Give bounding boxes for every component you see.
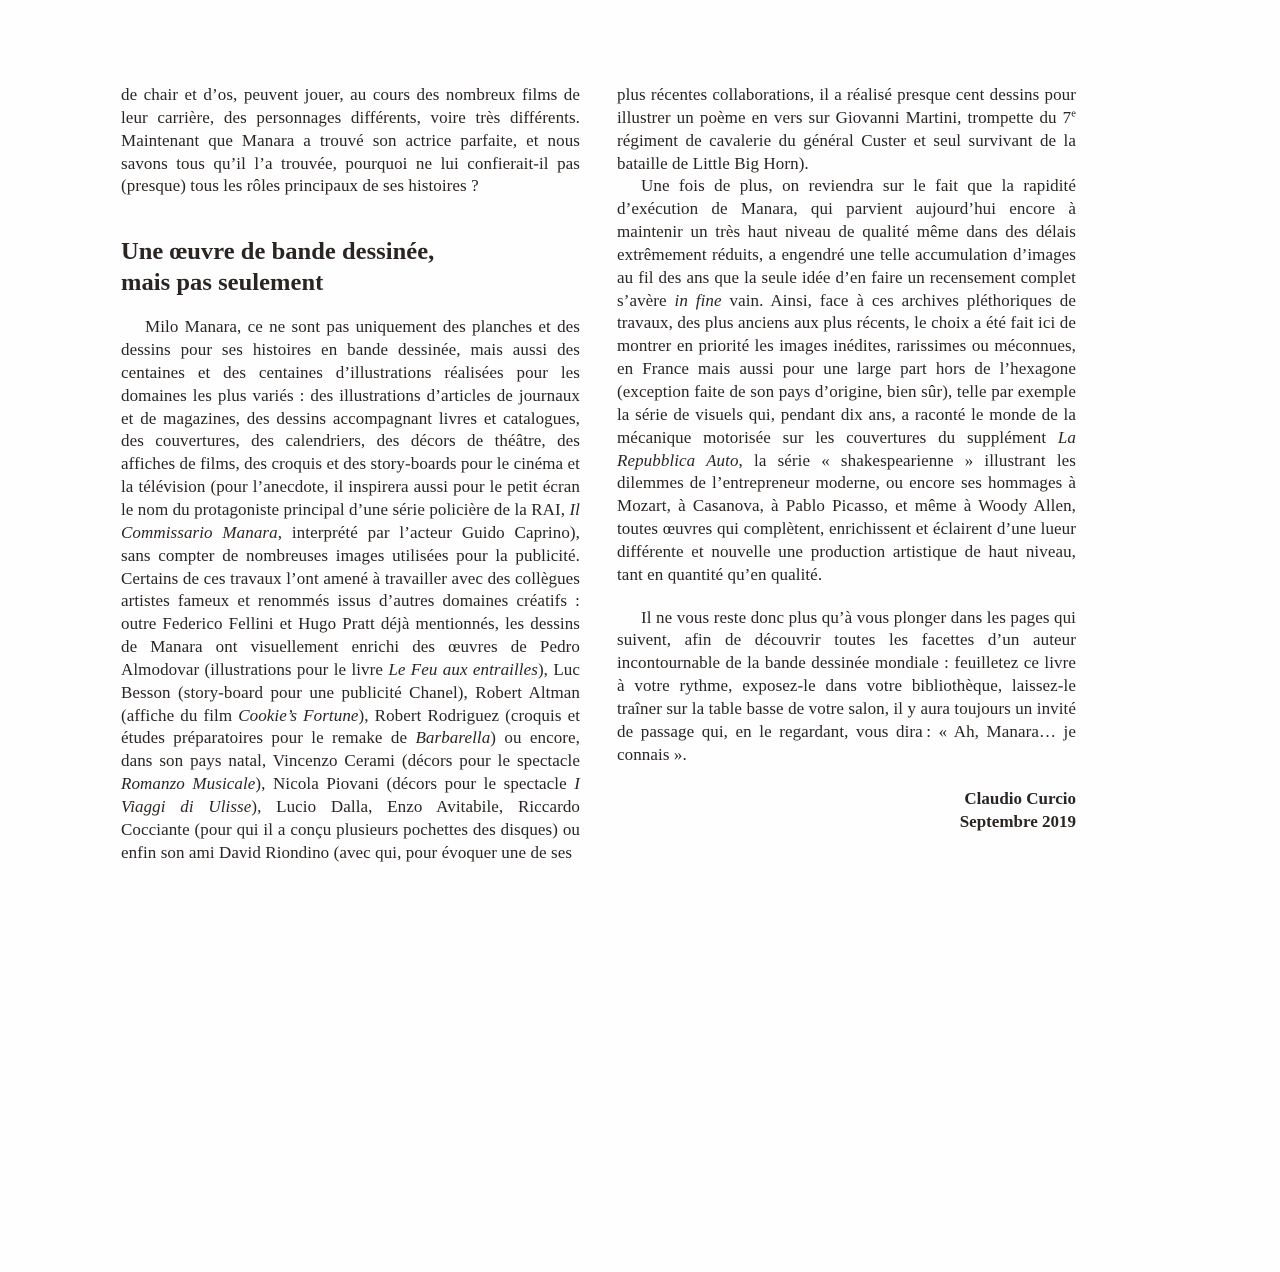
left-column-continued-paragraph: de chair et d’os, peuvent jouer, au cours des nombreux films de leur carrière, des personnages différents, voire très différents. Maintenant que Manara a trouvé son actrice parfaite, et nous savons tous qu’il l’a trouvée, pourquoi ne lui confierait-il pas (presque) tous les rôles principaux de ses histoires ? <box>121 85 580 196</box>
body-text-segment: Milo Manara, ce ne sont pas uniquement des planches et des dessins pour ses histoires en bande dessinée, mais aussi des centaines et des centaines d’illustrations réalisées pour les domaines les plus variés : des illustrations d’articles de journaux et de magazines, des dessins accompagnant livres et catalogues, des couvertures, des calendriers, des décors de théâtre, des affiches de films, des croquis et des story-boards pour le cinéma et la télévision (pour l’anecdote, il inspirera aussi pour le petit écran le nom du protagoniste principal d’une série policière de la RAI, <box>121 317 580 519</box>
title-i-viaggi-di-ulisse: I Viaggi di Ulisse <box>121 774 580 816</box>
body-text-segment: ), Lucio Dalla, Enzo Avitabile, Riccardo Cocciante (pour qui il a conçu plusieurs pochettes des disques) ou enfin son ami David Riondino (avec qui, pour évoquer une de ses <box>121 796 580 862</box>
phrase-in-fine: in fine <box>674 290 722 310</box>
signature-block <box>617 788 1076 834</box>
left-column <box>121 84 580 864</box>
body-text-segment: , interprété par l’acteur Guido Caprino), sans compter de nombreuses images utilisées pour la publicité. Certains de ces travaux l’ont amené à travailler avec des collègues artistes fameux et renommés issus d’autres domaines créatifs : outre Federico Fellini et Hugo Pratt déjà mentionnés, les dessins de Manara ont visuellement enrichi des œuvres de Pedro Almodovar (illustrations pour le livre <box>121 522 580 679</box>
body-text-segment: vain. Ainsi, face à ces archives pléthoriques de travaux, des plus anciens aux plus récents, le choix a été fait ici de montrer en priorité les images inédites, rarissimes ou méconnues, en France mais aussi pour une large part hors de l’hexagone (exception faite de son pays d’origine, bien sûr), telle par exemple la série de visuels qui, pendant dix ans, a raconté le monde de la mécanique motorisée sur les couvertures du supplément <box>617 290 1076 447</box>
title-il-commissario-manara: Il Commissario Manara <box>121 499 580 542</box>
section-heading <box>121 198 580 316</box>
body-text-segment: Une fois de plus, on reviendra sur le fait que la rapidité d’exécution de Manara, qui parvient aujourd’hui encore à maintenir un très haut niveau de qualité même dans des délais extrêmement réduits, a engendré une telle accumulation d’images au fil des ans que la seule idée d’en faire un recensement complet s’avère <box>617 176 1076 310</box>
title-barbarella: Barbarella <box>415 728 491 748</box>
right-column-paragraph-3: Il ne vous reste donc plus qu’à vous plonger dans les pages qui suivent, afin de découvrir toutes les facettes d’un auteur incontournable de la bande dessinée mondiale : feuilletez ce livre à votre rythme, exposez-le dans votre bibliothèque, laissez-le traîner sur la table basse de votre salon, il y aura toujours un invité de passage qui, en le regardant, vous dira : « Ah, Manara… je connais ». <box>617 607 1076 764</box>
title-romanzo-musicale: Romanzo Musicale <box>121 774 256 794</box>
left-column-body-paragraph <box>121 316 580 864</box>
title-cookies-fortune: Cookie’s Fortune <box>238 705 359 725</box>
body-text-segment: ), Luc Besson (story-board pour une publicité Chanel), Robert Altman (affiche du film <box>121 659 580 725</box>
body-text-segment: , la série « shakespearienne » illustrant les dilemmes de l’entrepreneur moderne, ou encore ses hommages à Mozart, à Casanova, à Pablo Picasso, et même à Woody Allen, toutes œuvres qui complètent, enrichissent et éclairent d’une lueur différente et nouvelle une production artistique de haut niveau, tant en quantité qu’en qualité. <box>617 450 1076 584</box>
body-text-segment: plus récentes collaborations, il a réalisé presque cent dessins pour illustrer un poème en vers sur Giovanni Martini, trompette du 7 <box>617 85 1076 127</box>
title-le-feu-aux-entrailles: Le Feu aux entrailles <box>388 659 538 679</box>
signature-author: Claudio Curcio <box>964 789 1076 809</box>
body-text-segment: ) ou encore, dans son pays natal, Vincenzo Cerami (décors pour le spectacle <box>121 728 581 771</box>
title-la-repubblica-auto: La Repubblica Auto <box>617 427 1076 470</box>
right-column-continued-paragraph <box>617 84 1076 175</box>
body-text-segment: ), Nicola Piovani (décors pour le spectacle <box>255 774 575 794</box>
body-text-segment: ), Robert Rodriguez (croquis et études préparatoires pour le remake de <box>121 705 581 748</box>
body-text-segment: régiment de cavalerie du général Custer et seul survivant de la bataille de Little Big Horn). <box>617 130 1076 173</box>
section-heading-line-1: Une œuvre de bande dessinée, <box>121 238 435 266</box>
signature-date: Septembre 2019 <box>959 812 1076 832</box>
ordinal-superscript: e <box>1071 108 1076 120</box>
right-column-paragraph-2 <box>617 175 1076 586</box>
two-column-text-body <box>121 84 1077 864</box>
right-column <box>617 84 1076 834</box>
section-heading-line-2: mais pas seulement <box>121 269 324 297</box>
